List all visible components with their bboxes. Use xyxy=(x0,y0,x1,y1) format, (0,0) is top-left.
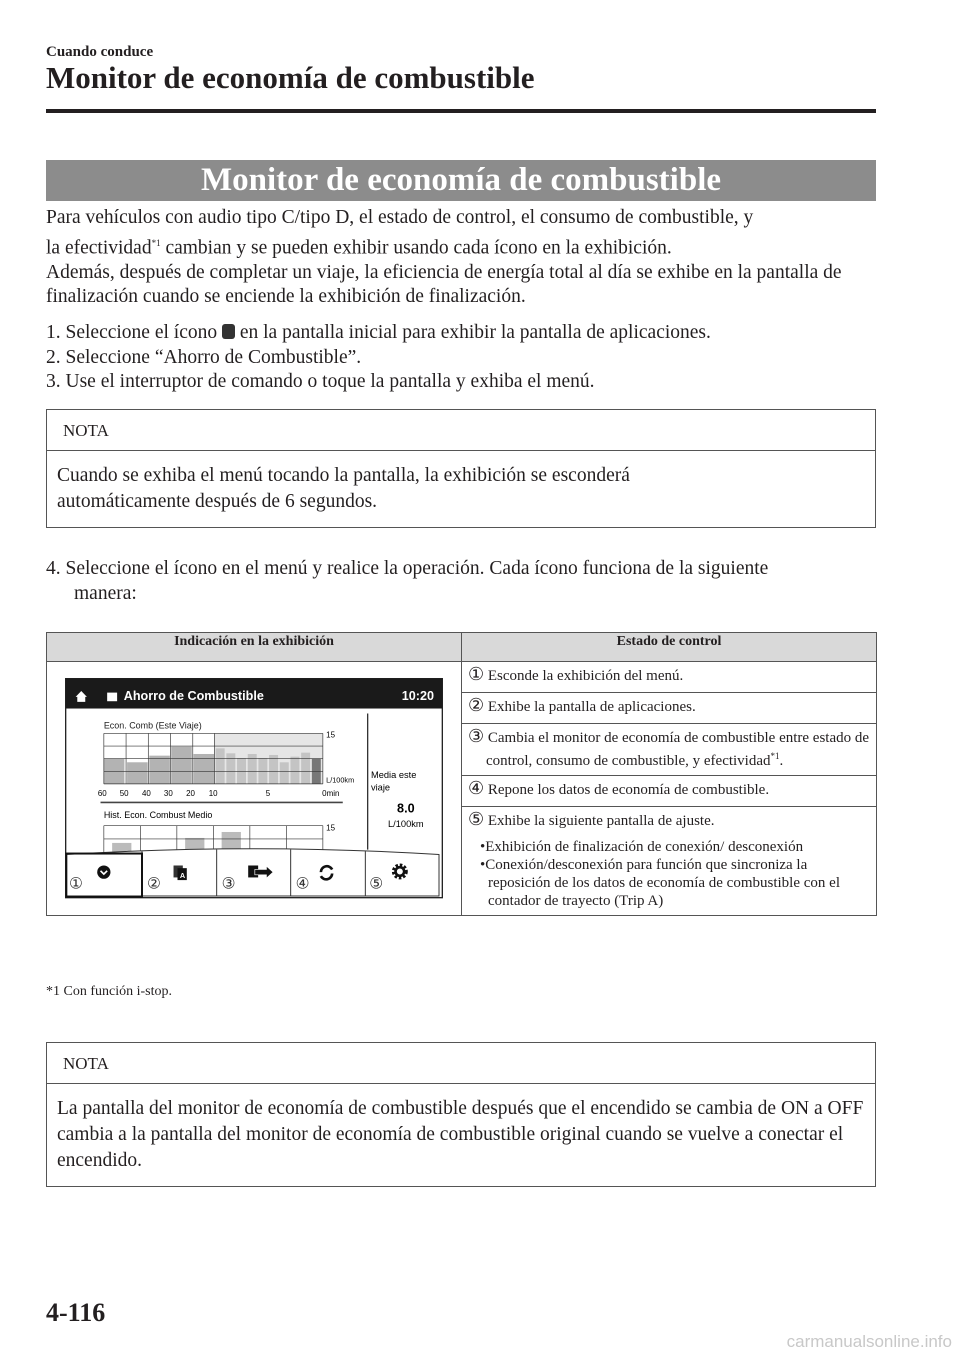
intro-text: la efectividad xyxy=(46,237,152,258)
chevron-down-icon xyxy=(97,865,110,878)
chart-bar xyxy=(149,755,170,783)
footnote-ref: *1 xyxy=(151,237,161,248)
chart-bar xyxy=(290,756,299,783)
table-row: ② Exhibe la pantalla de aplicaciones. xyxy=(462,693,877,724)
section-header: Cuando conduce xyxy=(46,44,154,60)
x-tick-label: 50 xyxy=(119,788,129,798)
step-4: 4. Seleccione el ícono en el menú y realice la operación. Cada ícono funciona de la siguiente manera: xyxy=(46,558,769,604)
chart-bar xyxy=(226,753,235,784)
x-tick-label: 0min xyxy=(322,788,340,798)
chart-bar xyxy=(237,758,246,784)
x-tick-label: 5 xyxy=(265,788,271,798)
chart-bar xyxy=(280,762,289,784)
x-tick-label: 60 xyxy=(97,788,107,798)
avg-label: viaje xyxy=(370,781,391,792)
svg-text:A: A xyxy=(179,870,186,880)
chart1-unit: L/100km xyxy=(326,775,355,785)
intro-text: Además, después de completar un viaje, la eficiencia de energía total al día se exhibe en la pantalla de finalización cuando se enciende la exhibición de finalización. xyxy=(46,261,842,307)
apps-icon xyxy=(222,324,235,339)
x-tick-label: 10 xyxy=(208,788,218,798)
chart-bar xyxy=(269,754,278,783)
note-label: NOTA xyxy=(47,1043,875,1084)
step-3: 3. Use el interruptor de comando o toque la pantalla y exhiba el menú. xyxy=(46,371,595,392)
chart-bar xyxy=(127,762,148,784)
chart2-title: Hist. Econ. Combust Medio xyxy=(103,809,213,820)
chart-bar xyxy=(301,752,310,783)
note-text: Cuando se exhiba el menú tocando la pantalla, la exhibición se esconderá automáticamente después de 6 segundos. xyxy=(57,465,630,512)
intro-text: cambian y se pueden exhibir usando cada ícono en la exhibición. xyxy=(160,237,672,258)
app-icon xyxy=(107,692,117,701)
step-2: 2. Seleccione “Ahorro de Combustible”. xyxy=(46,346,362,368)
avg-label: Media este xyxy=(370,769,417,780)
bullet-item: •Exhibición de finalización de conexión/ desconexión xyxy=(480,839,804,855)
menu-button-3[interactable]: ③ xyxy=(221,875,236,893)
screen-illustration-cell xyxy=(47,662,462,916)
chart2-ymax: 15 xyxy=(326,822,336,832)
note-box xyxy=(46,409,876,528)
footnote: *1 Con función i-stop. xyxy=(46,984,172,999)
page-title: Monitor de economía de combustible xyxy=(46,60,535,95)
table-row: ③ Cambia el monitor de economía de combustible entre estado de control, consumo de combustible, y efectividad$^{*1}$. xyxy=(462,724,877,776)
chart-bar xyxy=(216,748,225,784)
screen-title: Ahorro de Combustible xyxy=(123,688,264,703)
note-text: La pantalla del monitor de economía de combustible después que el encendido se cambia de ON a OFF cambia a la pantalla del monitor de economía de combustible original cuando se vuelve a conectar el encendido. xyxy=(57,1098,864,1171)
chart-bar xyxy=(258,758,267,784)
table-row: ④ Repone los datos de economía de combustible. xyxy=(462,776,877,807)
step-1: 1. Seleccione el ícono en la pantalla inicial para exhibir la pantalla de aplicaciones. xyxy=(46,322,711,343)
avg-value: 8.0 xyxy=(397,800,415,815)
section-banner: Monitor de economía de combustible xyxy=(46,160,876,201)
intro-text: Para vehículos con audio tipo C/tipo D, el estado de control, el consumo de combustible, y xyxy=(46,207,754,228)
note-label: NOTA xyxy=(47,410,875,451)
note-box xyxy=(46,1042,876,1187)
table-header: Indicación en la exhibición xyxy=(47,633,462,662)
x-tick-label: 30 xyxy=(163,788,173,798)
table-row: ① Esconde la exhibición del menú. xyxy=(462,662,877,693)
avg-unit: L/100km xyxy=(388,818,424,829)
x-tick-label: 20 xyxy=(186,788,195,798)
table-row: ⑤ Exhibe la siguiente pantalla de ajuste. •Exhibición de finalización de conexión/ desconexión •Conexión/desconexión para función que sincroniza la reposición de los datos de economía de combustible con el contador de trayecto (Trip A) xyxy=(462,807,877,916)
menu-button-2[interactable]: ② xyxy=(146,875,161,893)
icon-function-table xyxy=(46,632,877,916)
menu-button-5[interactable]: ⑤ xyxy=(369,875,383,893)
watermark: carmanualsonline.info xyxy=(786,1332,952,1351)
page-number: 4-116 xyxy=(46,1298,106,1327)
fuel-economy-screen xyxy=(65,677,443,901)
screen-time: 10:20 xyxy=(401,688,435,703)
chart1-title: Econ. Comb (Este Viaje) xyxy=(103,719,202,730)
intro-paragraph xyxy=(46,206,876,310)
chart-bar xyxy=(171,746,192,783)
menu-button-1[interactable]: ① xyxy=(68,875,83,893)
chart1-ymax: 15 xyxy=(326,729,336,739)
menu-button-4[interactable]: ④ xyxy=(295,875,310,893)
steps-list xyxy=(46,321,876,395)
table-header: Estado de control xyxy=(462,633,877,662)
title-rule xyxy=(46,109,876,113)
x-tick-label: 40 xyxy=(142,788,151,798)
bullet-item: •Conexión/desconexión para función que sincroniza la reposición de los datos de economía de combustible con el contador de trayecto (Trip A) xyxy=(480,857,840,909)
